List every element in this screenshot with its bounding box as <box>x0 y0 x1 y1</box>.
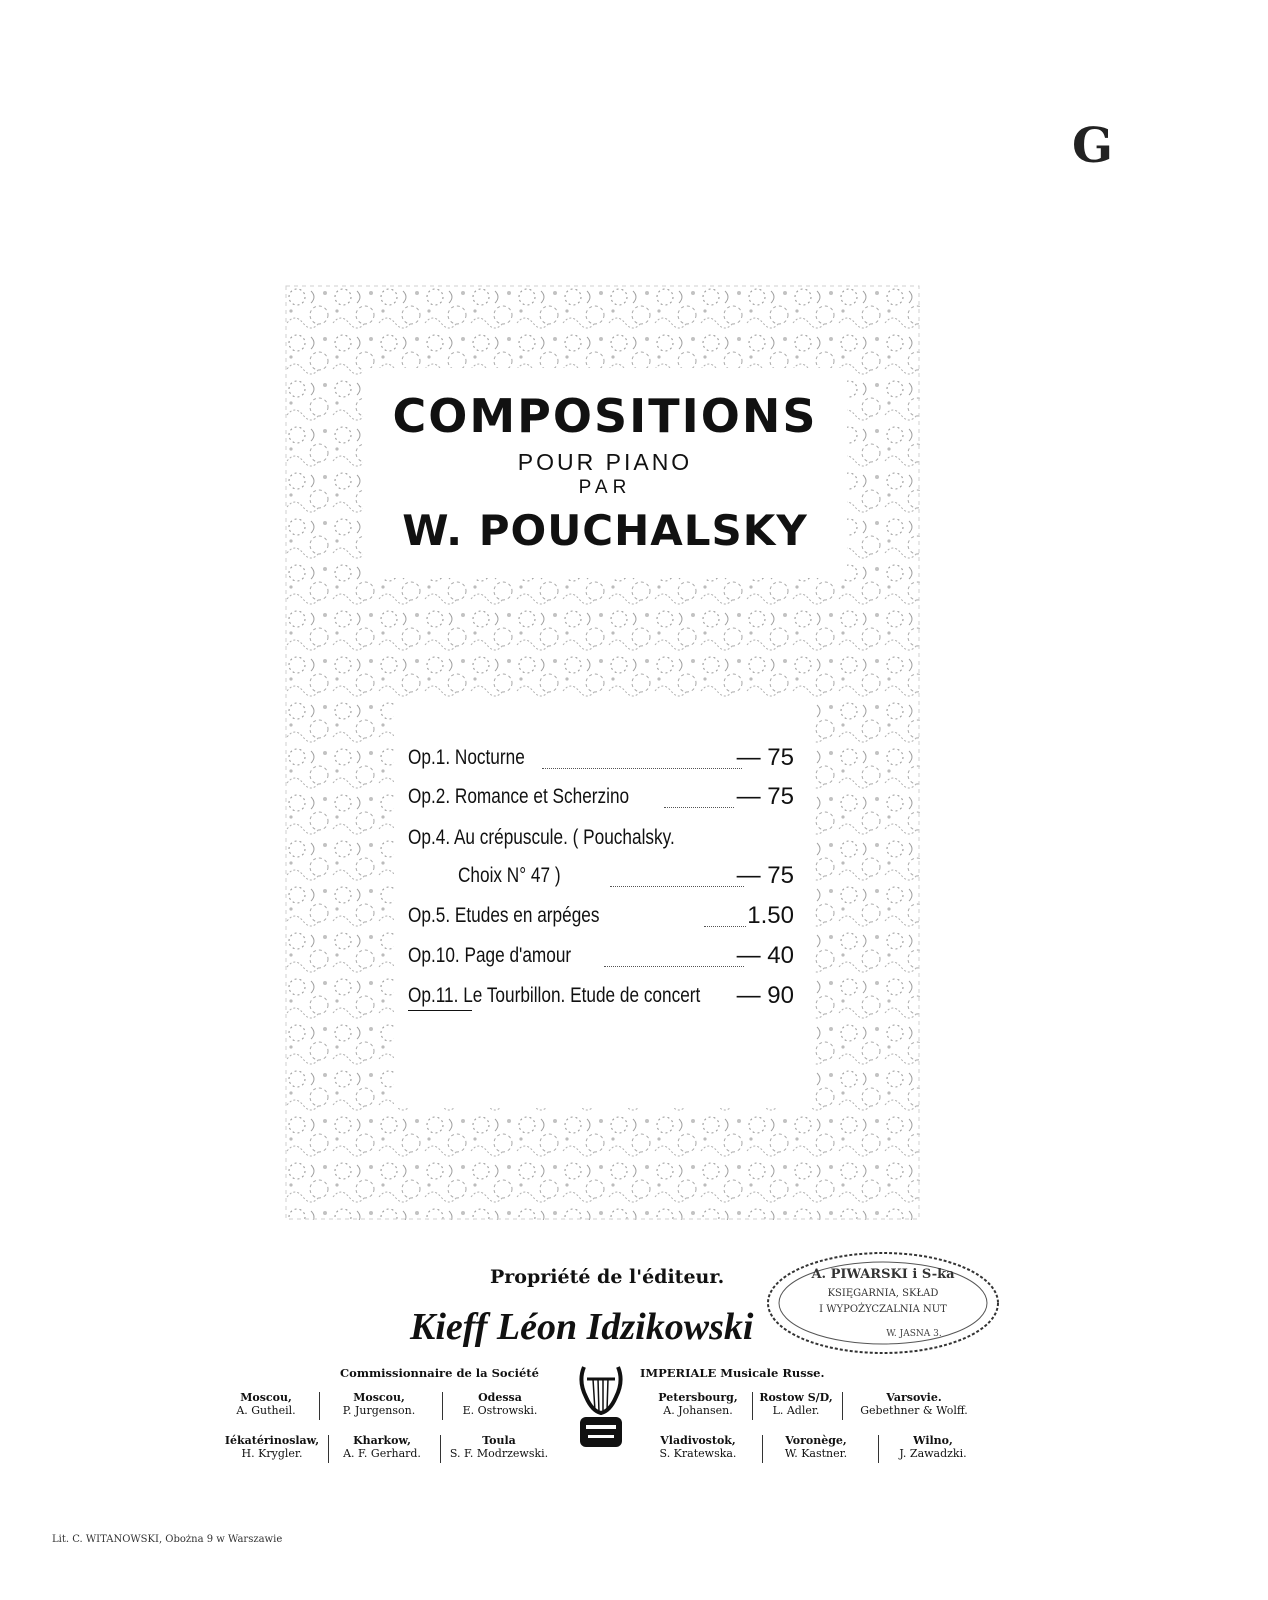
list-item <box>408 862 794 894</box>
work-label: Choix N° 47 ) <box>458 864 561 887</box>
works-list <box>394 702 814 1108</box>
leader-dots <box>542 768 742 769</box>
agent-city: Odessa <box>478 1391 522 1404</box>
list-item <box>408 982 794 1014</box>
stamp-line1: A. PIWARSKI i S-ka <box>811 1267 955 1282</box>
agent-city: Toula <box>482 1434 516 1447</box>
agent-name: W. Kastner. <box>784 1447 848 1460</box>
agent-entry <box>646 1391 750 1417</box>
agent-name: J. Zawadzki. <box>899 1447 967 1460</box>
property-notice: Propriété de l'éditeur. <box>490 1266 725 1288</box>
agent-name: Gebethner & Wolff. <box>860 1404 968 1417</box>
agent-entry <box>444 1434 554 1460</box>
agent-entry <box>646 1434 750 1460</box>
agent-city: Rostow S/D, <box>759 1391 833 1404</box>
subtitle: POUR PIANO <box>517 449 693 475</box>
list-item <box>408 902 794 934</box>
printer-credit: Lit. C. WITANOWSKI, Obożna 9 w Warszawie <box>52 1534 283 1545</box>
agent-entry <box>218 1391 314 1417</box>
agent-entry <box>846 1391 982 1417</box>
divider <box>762 1435 763 1463</box>
agent-city: Moscou, <box>353 1391 405 1404</box>
agent-name: L. Adler. <box>772 1404 820 1417</box>
agent-name: P. Jurgenson. <box>342 1404 416 1417</box>
agent-name: E. Ostrowski. <box>462 1404 538 1417</box>
list-item <box>408 942 794 974</box>
stamp-line4: W. JASNA 3. <box>886 1329 942 1339</box>
agent-name: S. F. Modrzewski. <box>449 1447 549 1460</box>
title-panel <box>363 368 847 578</box>
par-label: PAR <box>578 477 632 498</box>
agent-city: Moscou, <box>240 1391 292 1404</box>
page-title: COMPOSITIONS <box>392 389 818 443</box>
commission-left: Commissionnaire de la Société <box>340 1366 539 1380</box>
work-price: — 75 <box>736 744 794 771</box>
divider <box>328 1435 329 1463</box>
commission-right: IMPERIALE Musicale Russe. <box>640 1366 825 1380</box>
corner-mark: G <box>1072 118 1113 174</box>
work-price: — 90 <box>736 982 794 1009</box>
agent-city: Voronège, <box>785 1434 847 1447</box>
agent-city: Varsovie. <box>886 1391 942 1404</box>
agent-name: S. Kratewska. <box>659 1447 737 1460</box>
underline-mark <box>408 1010 472 1011</box>
divider <box>752 1392 753 1420</box>
list-item <box>408 783 794 815</box>
agent-name: H. Krygler. <box>241 1447 303 1460</box>
work-price: — 40 <box>736 942 794 969</box>
divider <box>319 1392 320 1420</box>
work-price: — 75 <box>736 862 794 889</box>
divider <box>842 1392 843 1420</box>
library-stamp-seal <box>764 1248 1002 1358</box>
list-item <box>408 824 794 856</box>
agent-entry <box>884 1434 982 1460</box>
leader-dots <box>604 966 744 967</box>
composer-name: W. POUCHALSKY <box>402 506 808 555</box>
work-label: Op.4. Au crépuscule. ( Pouchalsky. <box>408 826 675 849</box>
work-price: — 75 <box>736 783 794 810</box>
lyre-icon <box>574 1361 628 1455</box>
work-price: 1.50 <box>747 902 794 929</box>
list-item <box>408 744 794 776</box>
divider <box>878 1435 879 1463</box>
agent-entry <box>325 1391 433 1417</box>
agent-city: Iékatérinoslaw, <box>224 1434 320 1447</box>
stamp-line2: KSIĘGARNIA, SKŁAD <box>827 1288 939 1299</box>
agent-city: Petersbourg, <box>658 1391 738 1404</box>
publisher-name: Kieff Léon Idzikowski <box>410 1306 754 1348</box>
agent-entry <box>330 1434 434 1460</box>
work-label: Op.2. Romance et Scherzino <box>408 785 630 808</box>
agent-city: Vladivostok, <box>660 1434 736 1447</box>
agent-city: Kharkow, <box>353 1434 411 1447</box>
work-label: Op.10. Page d'amour <box>408 944 572 967</box>
agent-name: A. Johansen. <box>663 1404 733 1417</box>
agent-name: A. F. Gerhard. <box>343 1447 421 1460</box>
stamp-line3: I WYPOŻYCZALNIA NUT <box>819 1304 947 1315</box>
work-label: Op.11. Le Tourbillon. Etude de concert <box>408 984 701 1007</box>
agent-name: A. Gutheil. <box>236 1404 296 1417</box>
leader-dots <box>704 926 746 927</box>
agent-entry <box>770 1434 862 1460</box>
agent-city: Wilno, <box>913 1434 953 1447</box>
divider <box>442 1392 443 1420</box>
agent-entry <box>450 1391 550 1417</box>
divider <box>440 1435 441 1463</box>
leader-dots <box>610 886 744 887</box>
work-label: Op.5. Etudes en arpéges <box>408 904 600 927</box>
leader-dots <box>664 807 734 808</box>
agent-entry <box>218 1434 326 1460</box>
work-label: Op.1. Nocturne <box>408 746 525 769</box>
agent-entry <box>754 1391 838 1417</box>
